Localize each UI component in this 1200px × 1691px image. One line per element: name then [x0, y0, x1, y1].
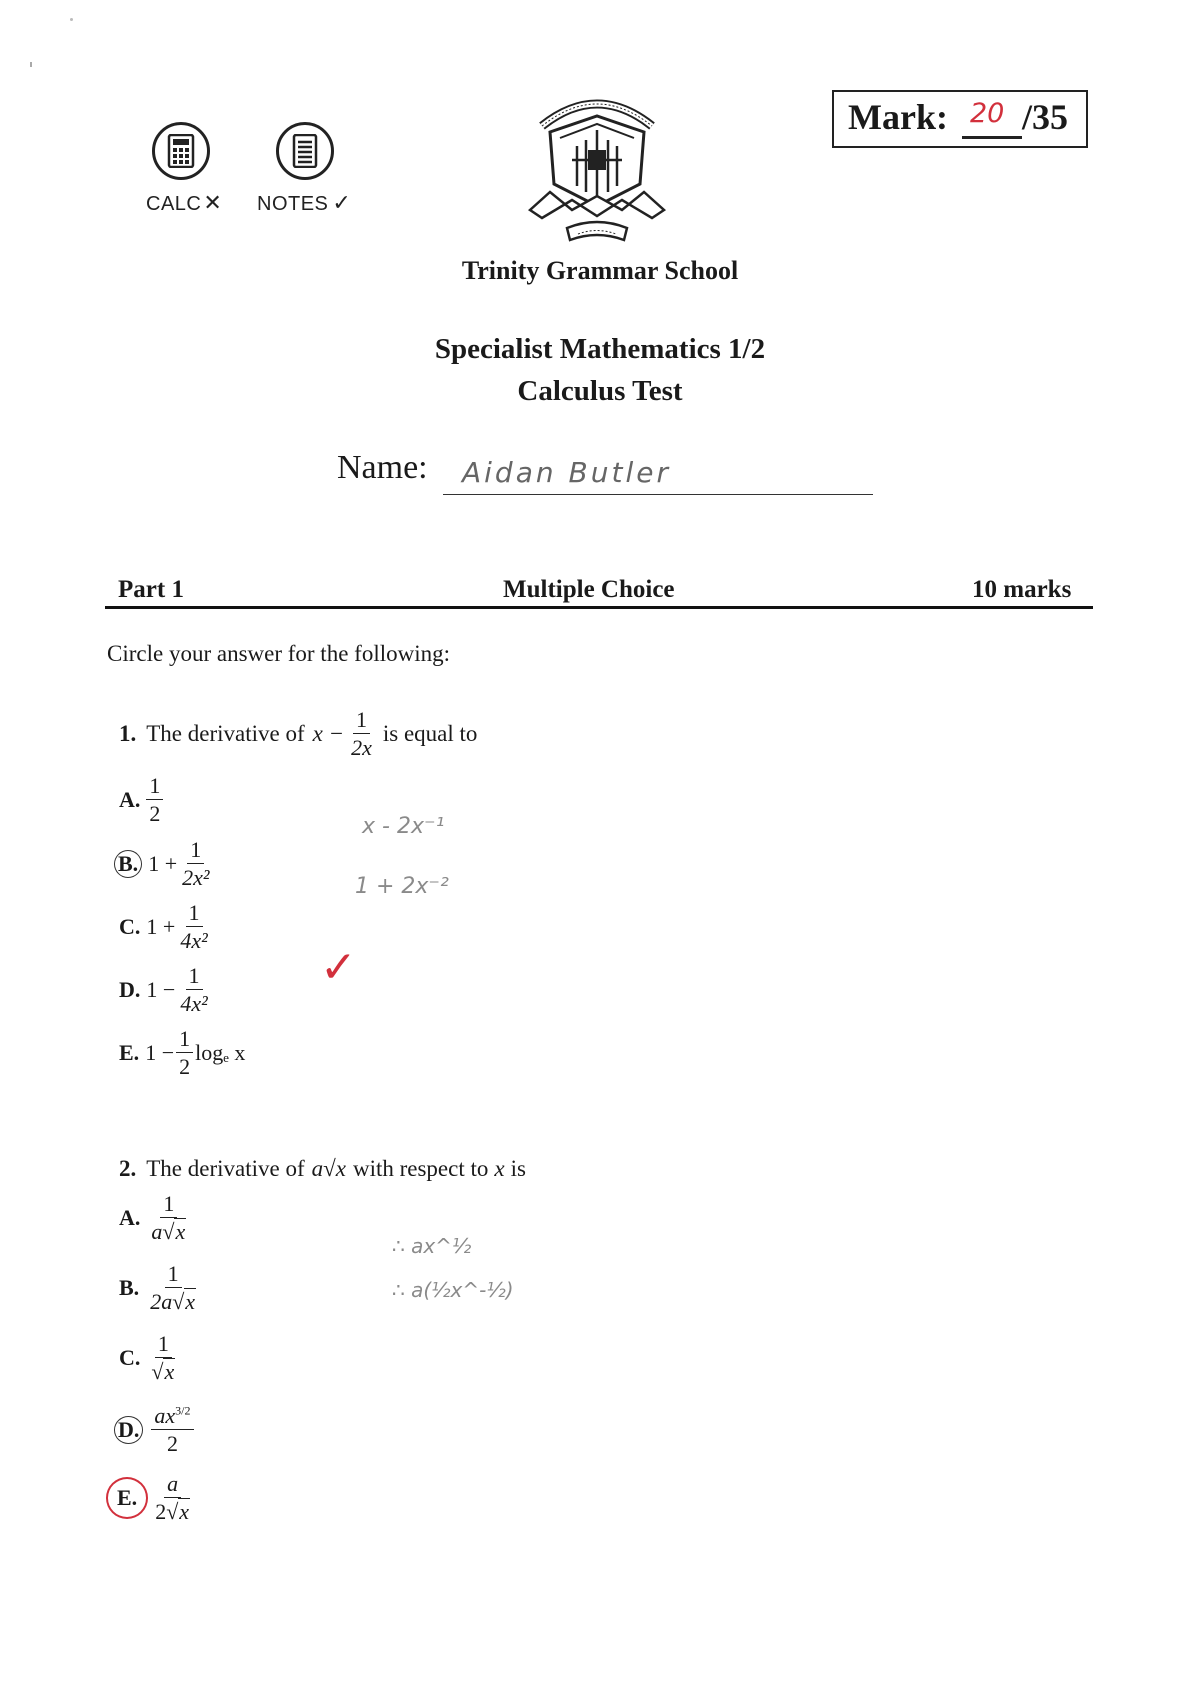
mark-label: Mark: — [848, 97, 948, 137]
question-2: 2. The derivative of a√x with respect to x is — [119, 1156, 526, 1181]
notes-indicator — [275, 122, 345, 180]
calc-not-allowed-icon: ✕ — [203, 190, 223, 215]
question-1 — [119, 708, 477, 759]
question-expression: a√x — [311, 1156, 346, 1181]
question-text: is equal to — [382, 720, 478, 746]
question-number: 2. — [119, 1156, 137, 1181]
scan-mark — [30, 62, 32, 67]
question-text: The derivative of — [146, 1156, 305, 1181]
mark-total: /35 — [1022, 97, 1069, 137]
correct-answer-circle: E. — [106, 1477, 148, 1519]
instructions: Circle your answer for the following: — [107, 641, 450, 666]
mark-score: 20 — [970, 98, 1005, 129]
test-title: Calculus Test — [517, 375, 683, 407]
notes-label: NOTES ✓ — [257, 190, 352, 215]
working-line: x - 2x⁻¹ — [362, 814, 445, 839]
calc-label: CALC✕ — [146, 190, 223, 215]
name-line — [443, 494, 873, 495]
question-number: 1. — [119, 720, 137, 746]
question-text: with respect to — [352, 1156, 489, 1181]
calculator-icon — [152, 122, 210, 180]
option-1a[interactable]: A. $\frac{1}{2}$ — [119, 774, 163, 825]
option-2e[interactable]: E. $\frac{a}{2√x}$ — [106, 1472, 193, 1523]
subject-title: Specialist Mathematics 1/2 — [434, 333, 766, 365]
name-field: Aidan Butler — [462, 456, 671, 489]
school-crest-icon — [522, 88, 672, 248]
mark-blank-line — [962, 136, 1022, 139]
option-2a[interactable]: A. $\frac{1}{a√x}$ — [119, 1191, 186, 1245]
notes-icon — [276, 122, 334, 180]
option-1e[interactable]: E. 1 − $\frac{1}{2}$ logₑ x — [119, 1026, 246, 1080]
name-label: Name: — [337, 449, 428, 486]
part-divider — [105, 606, 1093, 609]
correct-tick-icon: ✓ — [320, 942, 357, 993]
scan-mark — [70, 18, 73, 21]
option-1b[interactable]: B. 1 + $\frac{1}{\text{2x²}}$ — [114, 838, 212, 889]
school-name: Trinity Grammar School — [461, 256, 739, 285]
working-line: ∴ a(½x^-½) — [392, 1278, 514, 1302]
part-number: Part 1 — [118, 576, 184, 603]
part-marks: 10 marks — [972, 576, 1072, 603]
option-2c[interactable]: C. $\frac{1}{√x}$ — [119, 1331, 175, 1385]
question-fraction: $\frac{1}{2x}$ — [351, 707, 372, 761]
working-line: ∴ ax^½ — [392, 1234, 472, 1258]
question-text: The derivative of — [146, 720, 305, 746]
part-title: Multiple Choice — [503, 576, 675, 603]
question-expression: x − — [312, 720, 345, 746]
option-1c[interactable]: C. 1 + $\frac{1}{\text{4x²}}$ — [119, 900, 208, 954]
selected-answer-circle: D. — [114, 1416, 143, 1444]
selected-answer-circle: B. — [114, 850, 142, 878]
option-2b[interactable]: B. $\frac{1}{2a√x}$ — [119, 1261, 196, 1315]
option-1d[interactable]: D. 1 − $\frac{1}{\text{4x²}}$ — [119, 963, 208, 1017]
calc-indicator — [150, 122, 220, 180]
working-line: 1 + 2x⁻² — [355, 874, 449, 899]
option-2d[interactable]: D. $\frac{ax^{3/2}}{2}$ — [114, 1404, 194, 1455]
notes-allowed-icon: ✓ — [332, 190, 352, 215]
